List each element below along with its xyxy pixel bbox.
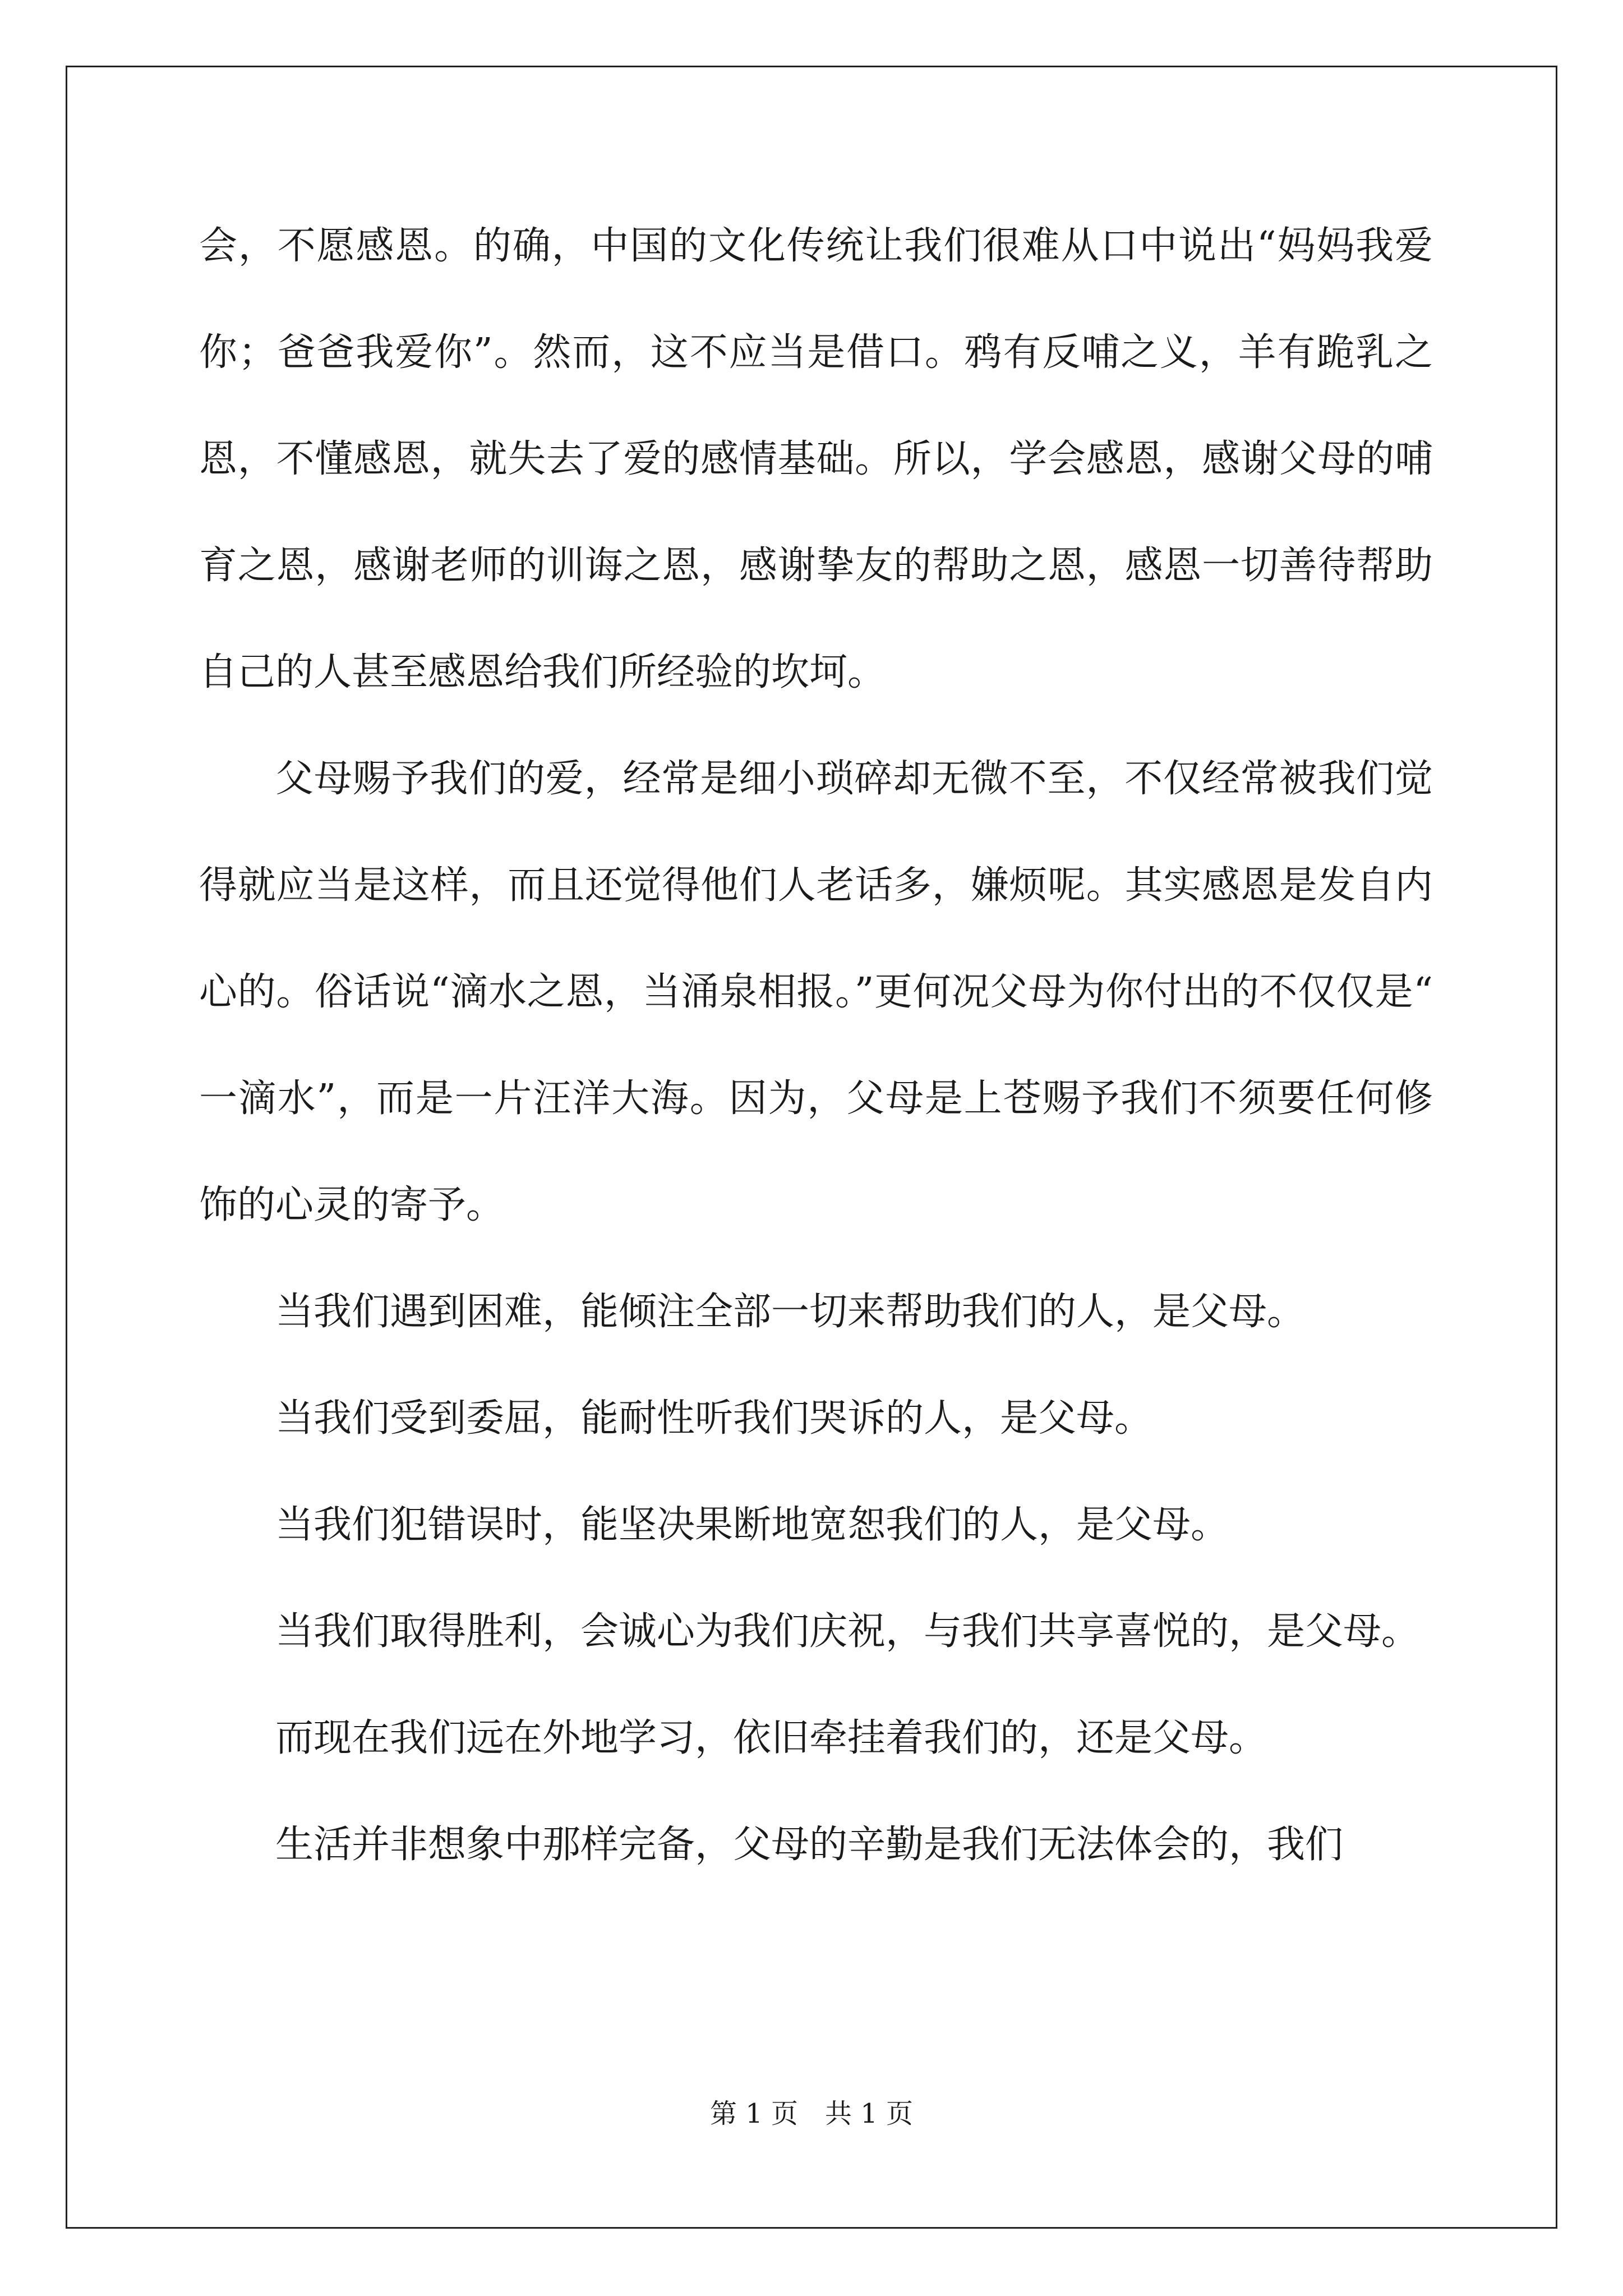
paragraph-3: 当我们遇到困难，能倾注全部一切来帮助我们的人，是父母。 [275,1290,1306,1334]
page-number-footer: 第 1 页 共 1 页 [709,2098,914,2129]
paragraph-2: 父母赐予我们的爱，经常是细小琐碎却无微不至，不仅经常被我们觉得就应当是这样，而且还觉得他们人老话多，嫌烦呢。其实感恩是发自内心的。俗话说“滴水之恩，当涌泉相报。”更何况父母为你付出的不仅仅是“一滴水”，而是一片汪洋大海。因为，父母是上苍赐予我们不须要任何修饰的心灵的寄予。 [199,757,1433,1227]
paragraph-5: 当我们犯错误时，能坚决果断地宽恕我们的人，是父母。 [275,1503,1229,1547]
paragraph-6: 当我们取得胜利，会诚心为我们庆祝，与我们共享喜悦的，是父母。 [275,1609,1420,1654]
paragraph-1: 会，不愿感恩。的确，中国的文化传统让我们很难从口中说出“妈妈我爱你；爸爸我爱你”。然而，这不应当是借口。鸦有反哺之义，羊有跪乳之恩，不懂感恩，就失去了爱的感情基础。所以，学会感恩，感谢父母的哺育之恩，感谢老师的训诲之恩，感谢挚友的帮助之恩，感恩一切善待帮助自己的人甚至感恩给我们所经验的坎坷。 [199,224,1433,694]
document-body [199,193,1433,1898]
paragraph-8: 生活并非想象中那样完备，父母的辛勤是我们无法体会的，我们 [275,1823,1344,1867]
paragraph-7: 而现在我们远在外地学习，依旧牵挂着我们的，还是父母。 [275,1716,1267,1760]
paragraph-4: 当我们受到委屈，能耐性听我们哭诉的人，是父母。 [275,1396,1153,1441]
